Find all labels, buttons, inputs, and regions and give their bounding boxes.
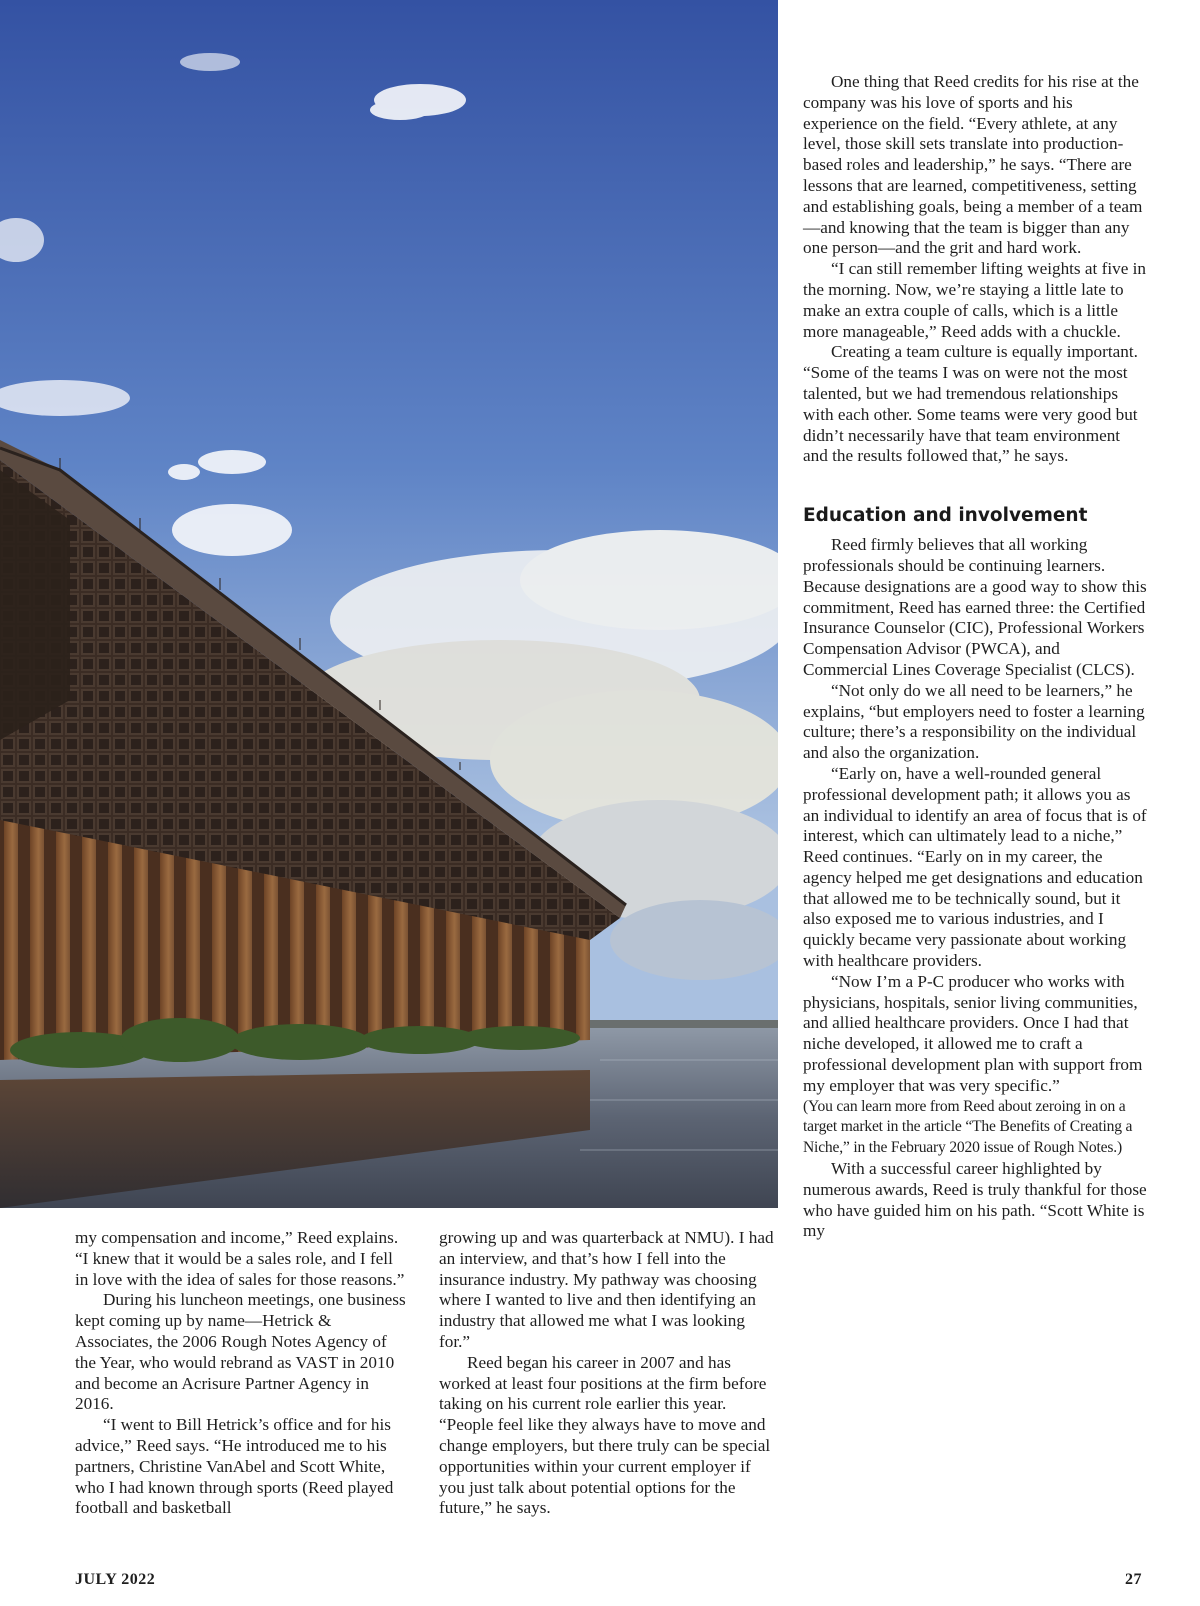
article-right-column [803, 72, 1148, 1242]
paragraph: Creating a team culture is equally important. “Some of the teams I was on were not the most talented, but we had tremendous relationships with each other. Some teams were very good but didn’t necessarily have that team environment and the results followed that,” he says. [803, 342, 1138, 466]
paragraph: “I went to Bill Hetrick’s office and for his advice,” Reed says. “He introduced me to his partners, Christine VanAbel and Scott White, who I had known through sports (Reed played football and basketball [75, 1415, 394, 1518]
article-middle-column [439, 1228, 774, 1519]
paragraph: During his luncheon meetings, one business kept coming up by name—Hetrick & Associates, the 2006 Rough Notes Agency of the Year, who would rebrand as VAST in 2010 and become an Acrisure Partner Agency in 2016. [75, 1290, 406, 1414]
ore-dock-photo [0, 0, 778, 1208]
paragraph: Reed firmly believes that all working professionals should be continuing learners. Because designations are a good way to show this commitment, Reed has earned three: the Certified Insurance Counselor (CIC), Professional Workers Compensation Advisor (PWCA), and Commercial Lines Coverage Specialist (CLCS). [803, 535, 1147, 679]
paragraph: “Early on, have a well-rounded general professional development path; it allows you as an individual to identify an area of focus that is of interest, which can ultimately lead to a niche,” Reed continues. “Early on in my career, the agency helped me get designations and education that allowed me to be technically sound, but it also exposed me to various industries, and I quickly became very passionate about working with healthcare providers. [803, 763, 1147, 971]
issue-date: JULY 2022 [75, 1571, 156, 1588]
aside-note: (You can learn more from Reed about zeroing in on a target market in the article “The Benefits of Creating a Niche,” in the February 2020 issue of Rough Notes.) [803, 1097, 1133, 1157]
paragraph: my compensation and income,” Reed explains. “I knew that it would be a sales role, and I fell in love with the idea of sales for those reasons.” [75, 1228, 405, 1289]
paragraph: Reed began his career in 2007 and has worked at least four positions at the firm before taking on his current role earlier this year. “People feel like they always have to move and change employers, but there truly can be special opportunities within your current employer if you just talk about potential options for the future,” he says. [439, 1352, 771, 1518]
section-heading: Education and involvement [803, 505, 1088, 527]
paragraph: “Not only do we all need to be learners,” he explains, “but employers need to foster a learning culture; there’s a responsibility on the individual and also the organization. [803, 680, 1145, 763]
paragraph: “Now I’m a P-C producer who works with physicians, hospitals, senior living communities, and allied healthcare providers. Once I had that niche developed, it allowed me to craft a professional development plan with support from my employer that was very specific.” [803, 971, 1143, 1095]
paragraph: One thing that Reed credits for his rise at the company was his love of sports and his experience on the field. “Every athlete, at any level, those skill sets translate into production-based roles and leadership,” he says. “There are lessons that are learned, competitiveness, setting and establishing goals, being a member of a team—and knowing that the team is bigger than any one person—and the grit and hard work. [803, 72, 1143, 258]
paragraph: With a successful career highlighted by numerous awards, Reed is truly thankful for those who have guided him on his path. “Scott White is my [803, 1159, 1147, 1241]
paragraph: growing up and was quarterback at NMU). I had an interview, and that’s how I fell into the insurance industry. My pathway was choosing where I wanted to live and then identifying an industry that allowed me what I was looking for.” [439, 1228, 774, 1351]
paragraph: “I can still remember lifting weights at five in the morning. Now, we’re staying a little late to make an extra couple of calls, which is a little more manageable,” Reed adds with a chuckle. [803, 259, 1147, 341]
article-left-column [75, 1228, 410, 1519]
page-number: 27 [1125, 1571, 1142, 1588]
